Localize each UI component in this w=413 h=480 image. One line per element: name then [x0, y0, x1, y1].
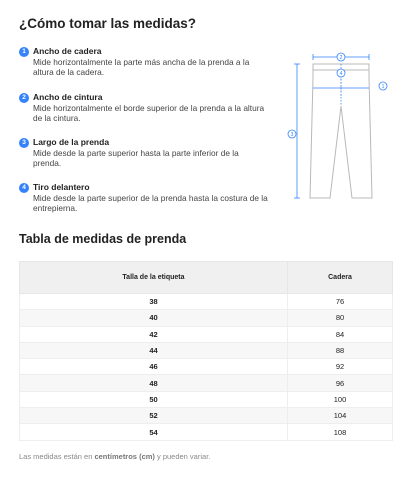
- measurement-footnote: [19, 452, 210, 461]
- size-cell: 40: [20, 310, 288, 326]
- diagram-marker-1: [379, 82, 387, 90]
- table-row: [20, 342, 393, 358]
- step-number-badge: 4: [19, 183, 29, 193]
- step-description: Mide desde la parte superior hasta la parte inferior de la prenda.: [33, 148, 239, 168]
- footnote-suffix: y pueden variar.: [154, 452, 211, 461]
- hip-cell: 96: [287, 375, 392, 391]
- size-cell: 48: [20, 375, 288, 391]
- hip-cell: 88: [287, 342, 392, 358]
- step-name: Ancho de cadera: [33, 46, 102, 56]
- step-number-badge: 2: [19, 93, 29, 103]
- diagram-marker-2: [337, 53, 345, 61]
- svg-text:3: 3: [290, 132, 294, 138]
- hip-cell: 100: [287, 391, 392, 407]
- size-cell: 46: [20, 359, 288, 375]
- svg-text:4: 4: [339, 71, 343, 77]
- step-description: Mide horizontalmente el borde superior de la prenda a la altura de la cintura.: [33, 103, 265, 123]
- step-name: Largo de la prenda: [33, 137, 110, 147]
- table-row: [20, 310, 393, 326]
- table-row: [20, 359, 393, 375]
- hip-cell: 80: [287, 310, 392, 326]
- table-header-row: [20, 262, 393, 294]
- footnote-prefix: Las medidas están en: [19, 452, 95, 461]
- size-table-title: Tabla de medidas de prenda: [19, 232, 187, 246]
- step-number-badge: 3: [19, 138, 29, 148]
- svg-text:1: 1: [381, 84, 385, 90]
- table-row: [20, 294, 393, 310]
- step-description: Mide desde la parte superior de la prenda hasta la costura de la entrepierna.: [33, 193, 268, 213]
- column-header-hip: Cadera: [287, 262, 392, 294]
- size-cell: 52: [20, 408, 288, 424]
- step-name: Tiro delantero: [33, 182, 90, 192]
- table-row: [20, 326, 393, 342]
- pants-outline-icon: [310, 64, 372, 198]
- footnote-unit: centímetros (cm): [94, 452, 155, 461]
- step-description: Mide horizontalmente la parte más ancha de la prenda a la altura de la cadera.: [33, 57, 250, 77]
- size-cell: 42: [20, 326, 288, 342]
- guide-title: ¿Cómo tomar las medidas?: [19, 16, 197, 31]
- table-row: [20, 408, 393, 424]
- table-row: [20, 391, 393, 407]
- table-row: [20, 375, 393, 391]
- step-name: Ancho de cintura: [33, 92, 103, 102]
- size-cell: 50: [20, 391, 288, 407]
- size-cell: 44: [20, 342, 288, 358]
- svg-text:2: 2: [339, 55, 343, 61]
- step-number-badge: 1: [19, 47, 29, 57]
- hip-cell: 92: [287, 359, 392, 375]
- hip-cell: 84: [287, 326, 392, 342]
- hip-cell: 76: [287, 294, 392, 310]
- table-row: [20, 424, 393, 440]
- hip-cell: 108: [287, 424, 392, 440]
- pants-diagram: [285, 48, 397, 208]
- size-table: [19, 261, 393, 441]
- diagram-marker-3: [288, 130, 296, 138]
- hip-cell: 104: [287, 408, 392, 424]
- column-header-size: Talla de la etiqueta: [20, 262, 288, 294]
- size-cell: 38: [20, 294, 288, 310]
- diagram-marker-4: [337, 69, 345, 77]
- size-cell: 54: [20, 424, 288, 440]
